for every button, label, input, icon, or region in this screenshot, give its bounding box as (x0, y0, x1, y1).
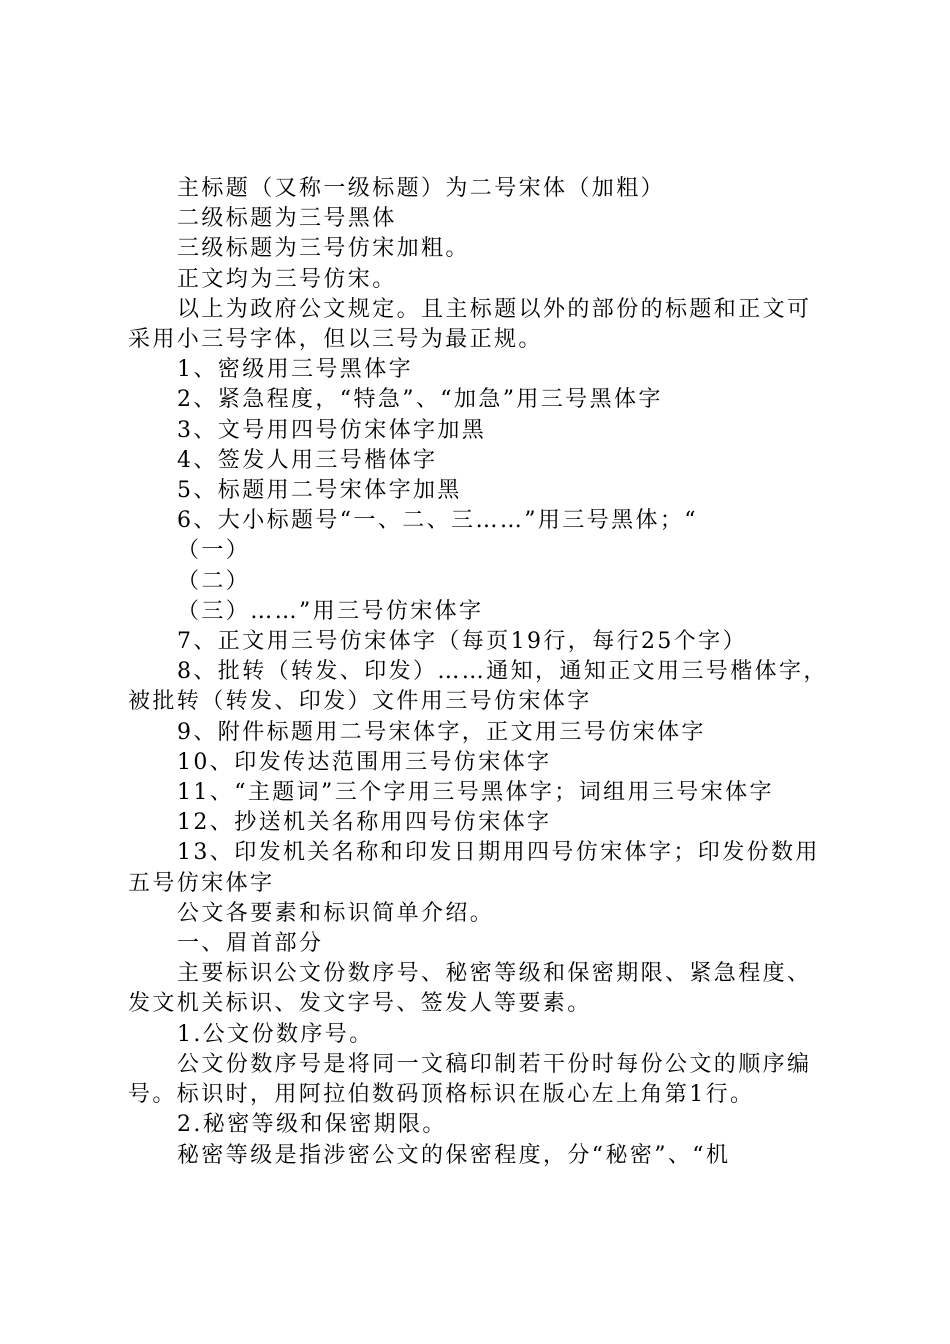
document-page (128, 174, 833, 1171)
subsection-heading: 1.公文份数序号。 (177, 1021, 374, 1047)
paragraph: 秘密等级是指涉密公文的保密程度，分“秘密”、“机 (177, 1142, 731, 1168)
list-item: 5、标题用二号宋体字加黑 (177, 478, 462, 504)
list-item: （三）……”用三号仿宋体字 (177, 598, 484, 624)
paragraph: 公文份数序号是将同一文稿印制若干份时每份公文的顺序编号。标识时，用阿拉伯数码顶格标识在版心左上角第1行。 (128, 1051, 812, 1108)
list-item: 7、正文用三号仿宋体字（每页19行，每行25个字） (177, 629, 747, 655)
list-item: 10、印发传达范围用三号仿宋体字 (177, 749, 552, 775)
list-item: 9、附件标题用二号宋体字，正文用三号仿宋体字 (177, 719, 706, 745)
paragraph: 以上为政府公文规定。且主标题以外的部份的标题和正文可采用小三号字体，但以三号为最正规。 (128, 296, 812, 353)
list-item: 1、密级用三号黑体字 (177, 357, 413, 383)
list-item: 4、签发人用三号楷体字 (177, 447, 438, 473)
list-item: 8、批转（转发、印发）……通知，通知正文用三号楷体字，被批转（转发、印发）文件用三号仿宋体字 (128, 659, 828, 715)
paragraph: 正文均为三号仿宋。 (177, 266, 397, 292)
section-heading: 一、眉首部分 (177, 931, 324, 957)
list-item: （二） (177, 568, 251, 594)
list-item: 11、“主题词”三个字用三号黑体字；词组用三号宋体字 (177, 780, 774, 806)
list-item: 6、大小标题号“一、二、三……”用三号黑体；“ (177, 508, 698, 534)
list-item: 3、文号用四号仿宋体字加黑 (177, 417, 487, 443)
paragraph: 主要标识公文份数序号、秘密等级和保密期限、紧急程度、发文机关标识、发文字号、签发人等要素。 (128, 961, 812, 1017)
paragraph: 公文各要素和标识简单介绍。 (177, 900, 495, 926)
paragraph: 二级标题为三号黑体 (177, 206, 397, 232)
list-item: 13、印发机关名称和印发日期用四号仿宋体字；印发份数用五号仿宋体字 (128, 840, 820, 896)
list-item: 12、抄送机关名称用四号仿宋体字 (177, 810, 552, 836)
paragraph: 主标题（又称一级标题）为二号宋体（加粗） (177, 176, 666, 201)
subsection-heading: 2.秘密等级和保密期限。 (177, 1112, 447, 1138)
list-item: （一） (177, 538, 251, 564)
paragraph: 三级标题为三号仿宋加粗。 (177, 236, 470, 262)
list-item: 2、紧急程度，“特急”、“加急”用三号黑体字 (177, 387, 663, 413)
